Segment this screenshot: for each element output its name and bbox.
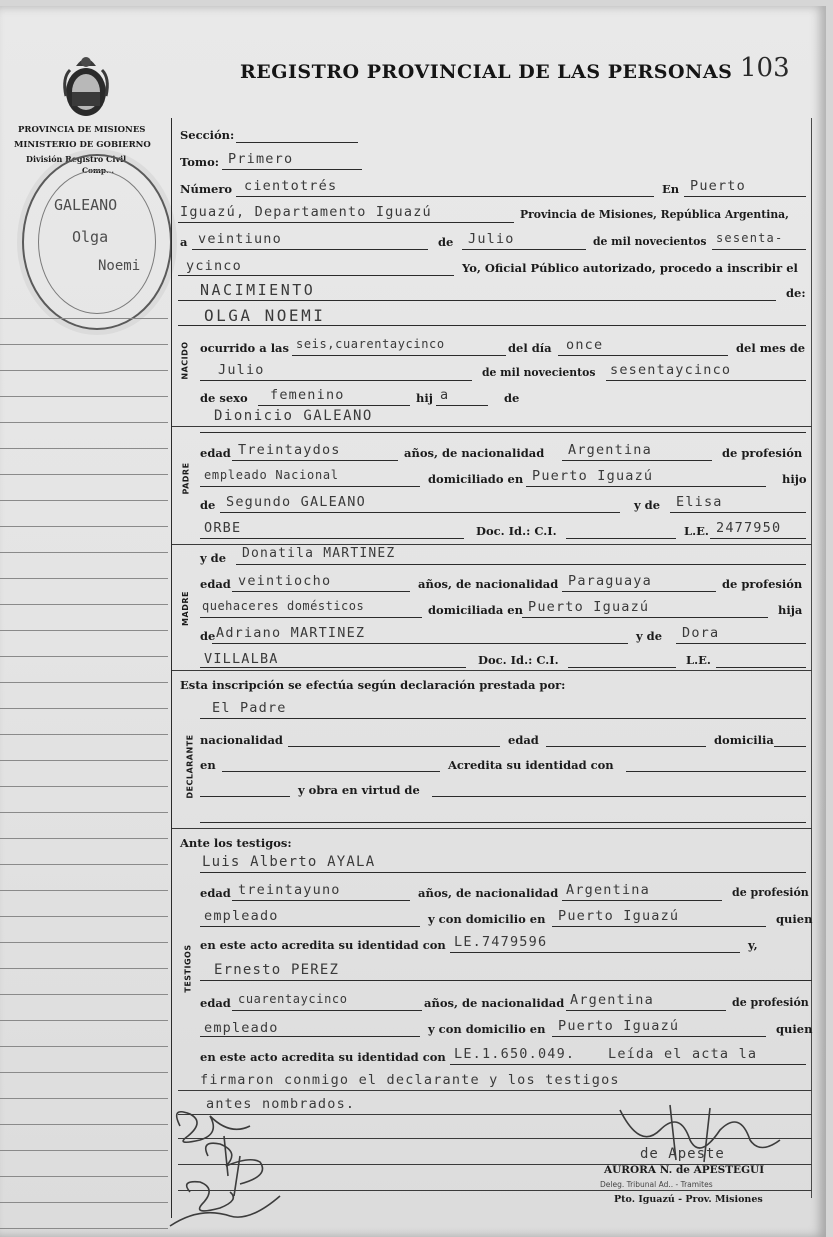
madre-yde2-label: y de bbox=[636, 629, 663, 643]
testigo1-nombre: Luis Alberto AYALA bbox=[202, 854, 376, 870]
padre-doc-label: Doc. Id.: C.I. bbox=[476, 524, 557, 538]
stamp-line-1: GALEANO bbox=[54, 196, 118, 214]
en-label: En bbox=[662, 182, 680, 196]
registry-stamp bbox=[22, 154, 172, 330]
testigo1-doc: LE.7479596 bbox=[454, 934, 548, 950]
padre-domicilio: Puerto Iguazú bbox=[532, 468, 654, 484]
padre-nombre: Dionicio GALEANO bbox=[214, 408, 373, 424]
testigo1-quien-label: quien bbox=[776, 912, 813, 926]
madre-nacionalidad: Paraguaya bbox=[568, 573, 652, 589]
testigo2-domicilio-label: y con domicilio en bbox=[428, 1022, 546, 1036]
hij-label: hij bbox=[416, 391, 433, 405]
declarante-nacionalidad-label: nacionalidad bbox=[200, 733, 283, 747]
hij-de-label: de bbox=[504, 391, 520, 405]
official-role: Deleg. Tribunal Ad.. - Tramites bbox=[600, 1180, 713, 1189]
testigo2-quien-label: quien bbox=[776, 1022, 813, 1036]
testigo1-domicilio: Puerto Iguazú bbox=[558, 908, 680, 924]
anio-value: sesentaycinco bbox=[610, 362, 732, 378]
mes-value: Julio bbox=[218, 362, 265, 378]
testigo2-doc: LE.1.650.049. bbox=[454, 1046, 576, 1062]
mil-text: de mil novecientos bbox=[593, 235, 707, 248]
madre-anios-label: años, de nacionalidad bbox=[418, 577, 559, 591]
testigo2-domicilio: Puerto Iguazú bbox=[558, 1018, 680, 1034]
testigo1-anios-label: años, de nacionalidad bbox=[418, 886, 559, 900]
padre-de-label: de bbox=[200, 498, 216, 512]
del-mes-label: del mes de bbox=[736, 341, 806, 355]
mes-acta-value: Julio bbox=[468, 231, 515, 247]
office-line-2: MINISTERIO DE GOBIERNO bbox=[14, 140, 151, 150]
testigo2-profesion-label: de profesión bbox=[732, 996, 809, 1009]
lugar-value: Iguazú, Departamento Iguazú bbox=[180, 204, 432, 220]
madre-doc-label: Doc. Id.: C.I. bbox=[478, 653, 559, 667]
madre-edad: veintiocho bbox=[238, 573, 332, 589]
anio-a-value: sesenta- bbox=[716, 231, 784, 245]
coat-of-arms-icon bbox=[58, 48, 114, 122]
padre-domicilio-label: domiciliado en bbox=[428, 472, 524, 486]
padre-le: 2477950 bbox=[716, 520, 782, 536]
hora-value: seis,cuarentaycinco bbox=[296, 337, 445, 351]
madre-le-label: L.E. bbox=[686, 653, 711, 667]
page-title: REGISTRO PROVINCIAL DE LAS PERSONAS bbox=[240, 61, 733, 83]
handwritten-signatures bbox=[160, 1096, 310, 1236]
declarante-intro: Esta inscripción se efectúa según declaración prestada por: bbox=[180, 678, 566, 692]
tomo-label: Tomo: bbox=[180, 155, 219, 169]
official-location: Pto. Iguazú - Prov. Misiones bbox=[614, 1194, 763, 1205]
madre-profesion-label: de profesión bbox=[722, 577, 803, 591]
testigo1-profesion: empleado bbox=[204, 908, 279, 924]
section-padre-label: PADRE bbox=[181, 462, 191, 495]
padre-padre-de: Segundo GALEANO bbox=[226, 494, 366, 510]
madre-edad-label: edad bbox=[200, 577, 231, 591]
oficial-text: Yo, Oficial Público autorizado, procedo a inscribir el bbox=[462, 261, 798, 275]
form-border-right bbox=[811, 118, 812, 1198]
page-number: 103 bbox=[740, 53, 790, 83]
testigo2-edad-label: edad bbox=[200, 996, 231, 1010]
de-label: de bbox=[438, 235, 454, 249]
stamp-line-3: Noemi bbox=[98, 258, 141, 274]
a-label: a bbox=[180, 235, 188, 249]
padre-hijo-label: hijo bbox=[782, 472, 807, 486]
numero-value: cientotrés bbox=[244, 178, 338, 194]
madre-profesion: quehaceres domésticos bbox=[202, 599, 365, 613]
madre-domicilio: Puerto Iguazú bbox=[528, 599, 650, 615]
declarante-acredita-label: Acredita su identidad con bbox=[448, 758, 614, 772]
section-testigos-label: TESTIGOS bbox=[183, 944, 193, 993]
padre-le-label: L.E. bbox=[684, 524, 709, 538]
padre-anios-label: años, de nacionalidad bbox=[404, 446, 545, 460]
section-declarante-label: DECLARANTE bbox=[185, 734, 195, 799]
madre-padre-de: Adriano MARTINEZ bbox=[216, 625, 366, 641]
dia-acta-value: veintiuno bbox=[198, 231, 282, 247]
stamp-line-2: Olga bbox=[72, 228, 109, 246]
ocurrido-label: ocurrido a las bbox=[200, 341, 289, 355]
testigo1-nacionalidad: Argentina bbox=[566, 882, 650, 898]
office-line-1: PROVINCIA DE MISIONES bbox=[18, 125, 146, 135]
padre-nacionalidad: Argentina bbox=[568, 442, 652, 458]
testigo1-domicilio-label: y con domicilio en bbox=[428, 912, 546, 926]
madre-domicilio-label: domiciliada en bbox=[428, 603, 523, 617]
testigos-intro: Ante los testigos: bbox=[180, 836, 292, 850]
nombre-value: OLGA NOEMI bbox=[204, 306, 326, 325]
office-line-3: División Registro Civil bbox=[26, 154, 127, 164]
cierre-linea-1: Leída el acta la bbox=[608, 1046, 758, 1062]
office-line-4: Comp... bbox=[82, 166, 114, 175]
declarante-en-label: en bbox=[200, 758, 216, 772]
padre-yde-label: y de bbox=[634, 498, 661, 512]
en-value: Puerto bbox=[690, 178, 746, 194]
acto-value: NACIMIENTO bbox=[200, 281, 316, 299]
padre-madre-de2: ORBE bbox=[204, 520, 242, 536]
provincia-text: Provincia de Misiones, República Argentina, bbox=[520, 208, 789, 221]
testigo1-profesion-label: de profesión bbox=[732, 886, 809, 899]
cierre-linea-3: antes nombrados. bbox=[206, 1096, 356, 1112]
official-signature-text: de Apeste bbox=[640, 1146, 725, 1162]
anio-b-value: ycinco bbox=[186, 258, 242, 274]
madre-yde-label: y de bbox=[200, 551, 227, 565]
testigo2-anios-label: años, de nacionalidad bbox=[424, 996, 565, 1010]
declarante-domicilia-label: domicilia bbox=[714, 733, 774, 747]
madre-hija-label: hija bbox=[778, 603, 803, 617]
seccion-label: Sección: bbox=[180, 128, 235, 142]
tomo-value: Primero bbox=[228, 151, 294, 167]
testigo2-nombre: Ernesto PEREZ bbox=[214, 962, 340, 978]
form-border-left bbox=[171, 118, 172, 1218]
padre-edad-label: edad bbox=[200, 446, 231, 460]
numero-label: Número bbox=[180, 182, 233, 196]
document-sheet bbox=[0, 6, 826, 1237]
testigo2-acredita-label: en este acto acredita su identidad con bbox=[200, 1050, 446, 1064]
testigo2-nacionalidad: Argentina bbox=[570, 992, 654, 1008]
padre-profesion: empleado Nacional bbox=[204, 468, 339, 482]
testigo1-y-label: y, bbox=[748, 938, 758, 952]
official-name: AURORA N. de APESTEGUI bbox=[604, 1164, 765, 1176]
declarante-edad-label: edad bbox=[508, 733, 539, 747]
dia-value: once bbox=[566, 337, 604, 353]
declarante-obra-label: y obra en virtud de bbox=[298, 783, 420, 797]
testigo2-profesion: empleado bbox=[204, 1020, 279, 1036]
sexo-label: de sexo bbox=[200, 391, 248, 405]
cierre-linea-2: firmaron conmigo el declarante y los testigos bbox=[200, 1072, 620, 1088]
declarante-nombre: El Padre bbox=[212, 700, 287, 716]
testigo1-edad: treintayuno bbox=[238, 882, 341, 898]
hij-suffix: a bbox=[440, 387, 450, 403]
testigo2-edad: cuarentaycinco bbox=[238, 992, 348, 1006]
madre-de-label: de bbox=[200, 629, 216, 643]
testigo1-edad-label: edad bbox=[200, 886, 231, 900]
sexo-value: femenino bbox=[270, 387, 345, 403]
madre-madre-de2: VILLALBA bbox=[204, 651, 279, 667]
padre-profesion-label: de profesión bbox=[722, 446, 803, 460]
mil-label: de mil novecientos bbox=[482, 366, 596, 379]
del-dia-label: del día bbox=[508, 341, 552, 355]
section-madre-label: MADRE bbox=[180, 591, 190, 626]
testigo1-acredita-label: en este acto acredita su identidad con bbox=[200, 938, 446, 952]
padre-madre-de: Elisa bbox=[676, 494, 723, 510]
padre-edad: Treintaydos bbox=[238, 442, 341, 458]
de-colon-label: de: bbox=[786, 286, 806, 300]
madre-nombre: Donatila MARTINEZ bbox=[242, 546, 396, 561]
madre-madre-de: Dora bbox=[682, 625, 720, 641]
section-nacido-label: NACIDO bbox=[180, 341, 190, 380]
